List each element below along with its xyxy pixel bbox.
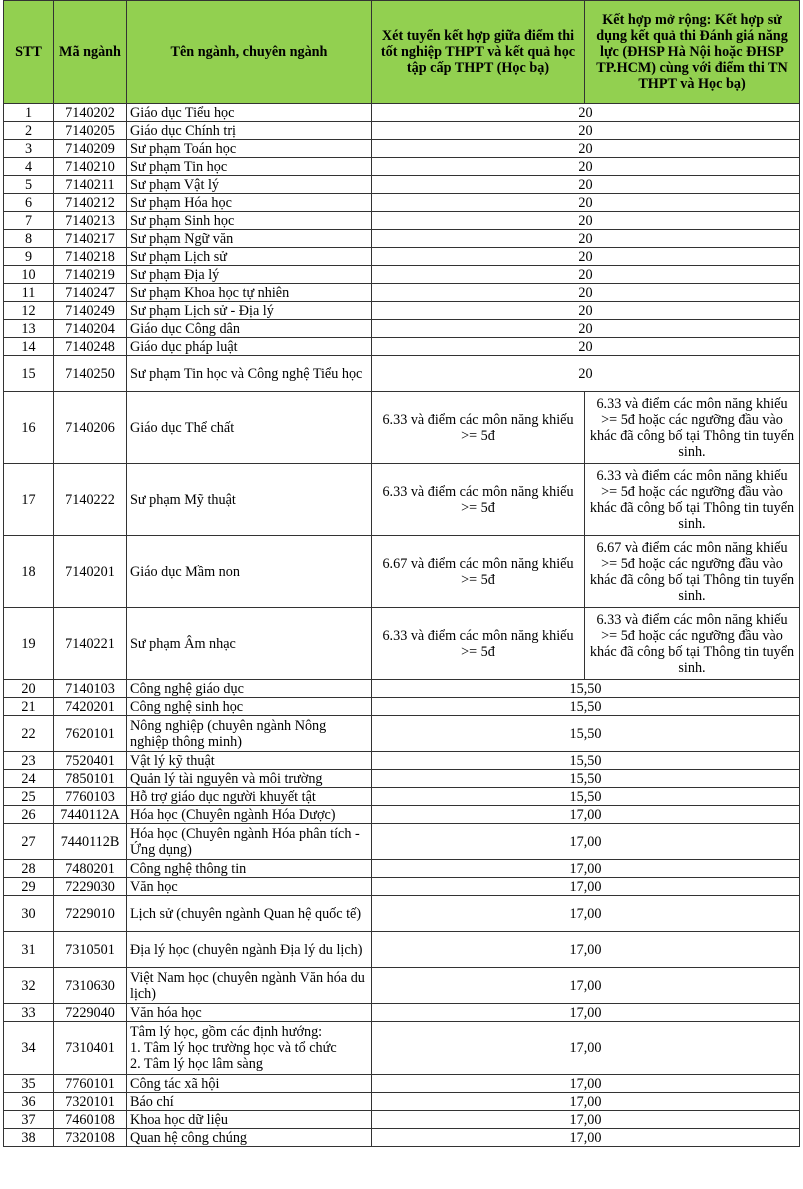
- row-code: 7140221: [54, 608, 127, 680]
- table-row: [4, 1075, 800, 1093]
- row-name: Công tác xã hội: [127, 1075, 372, 1093]
- row-stt: 34: [4, 1022, 54, 1075]
- table-row: [4, 860, 800, 878]
- row-name: Sư phạm Sinh học: [127, 212, 372, 230]
- row-name: Công nghệ sinh học: [127, 698, 372, 716]
- header-name: Tên ngành, chuyên ngành: [127, 1, 372, 104]
- row-code: 7140212: [54, 194, 127, 212]
- admission-score-table-container: [3, 0, 800, 1147]
- row-code: 7229010: [54, 896, 127, 932]
- admission-score-table: [3, 0, 800, 1147]
- row-stt: 29: [4, 878, 54, 896]
- row-code: 7760101: [54, 1075, 127, 1093]
- row-code: 7320101: [54, 1093, 127, 1111]
- row-name: Báo chí: [127, 1093, 372, 1111]
- row-name: Việt Nam học (chuyên ngành Văn hóa du lịch): [127, 968, 372, 1004]
- row-code: 7140247: [54, 284, 127, 302]
- row-score: 20: [372, 194, 800, 212]
- table-row: [4, 176, 800, 194]
- row-name: Sư phạm Tin học và Công nghệ Tiểu học: [127, 356, 372, 392]
- row-extended-score: 6.67 và điểm các môn năng khiếu >= 5đ hoặc các ngưỡng đầu vào khác đã công bố tại Thông tin tuyển sinh.: [585, 536, 800, 608]
- row-code: 7440112A: [54, 806, 127, 824]
- table-body: [4, 104, 800, 1147]
- row-stt: 32: [4, 968, 54, 1004]
- row-name: Hóa học (Chuyên ngành Hóa phân tích - Ứng dụng): [127, 824, 372, 860]
- table-row: [4, 104, 800, 122]
- row-name: Giáo dục Tiểu học: [127, 104, 372, 122]
- row-score: 20: [372, 266, 800, 284]
- row-stt: 8: [4, 230, 54, 248]
- row-name: Sư phạm Hóa học: [127, 194, 372, 212]
- row-code: 7140202: [54, 104, 127, 122]
- header-row: [4, 1, 800, 104]
- row-code: 7140218: [54, 248, 127, 266]
- row-name: Công nghệ giáo dục: [127, 680, 372, 698]
- row-score: 17,00: [372, 1004, 800, 1022]
- row-score: 15,50: [372, 770, 800, 788]
- table-row: [4, 194, 800, 212]
- row-score: 15,50: [372, 716, 800, 752]
- row-name: Sư phạm Tin học: [127, 158, 372, 176]
- table-row: [4, 248, 800, 266]
- row-stt: 26: [4, 806, 54, 824]
- row-stt: 16: [4, 392, 54, 464]
- table-row: [4, 878, 800, 896]
- row-combo-score: 6.33 và điểm các môn năng khiếu >= 5đ: [372, 464, 585, 536]
- row-name: Giáo dục Công dân: [127, 320, 372, 338]
- header-combo: Xét tuyển kết hợp giữa điểm thi tốt nghiệp THPT và kết quả học tập cấp THPT (Học bạ): [372, 1, 585, 104]
- row-stt: 11: [4, 284, 54, 302]
- row-code: 7140201: [54, 536, 127, 608]
- table-row: [4, 968, 800, 1004]
- row-score: 20: [372, 302, 800, 320]
- row-name: Quản lý tài nguyên và môi trường: [127, 770, 372, 788]
- row-score: 20: [372, 284, 800, 302]
- row-name: Hỗ trợ giáo dục người khuyết tật: [127, 788, 372, 806]
- row-score: 17,00: [372, 1022, 800, 1075]
- row-code: 7310630: [54, 968, 127, 1004]
- table-row: [4, 680, 800, 698]
- row-name: Giáo dục Mầm non: [127, 536, 372, 608]
- row-code: 7140211: [54, 176, 127, 194]
- row-code: 7140103: [54, 680, 127, 698]
- table-row: [4, 1004, 800, 1022]
- row-code: 7310501: [54, 932, 127, 968]
- row-code: 7140209: [54, 140, 127, 158]
- row-code: 7320108: [54, 1129, 127, 1147]
- row-score: 17,00: [372, 896, 800, 932]
- row-code: 7520401: [54, 752, 127, 770]
- row-name: Khoa học dữ liệu: [127, 1111, 372, 1129]
- row-score: 15,50: [372, 788, 800, 806]
- row-score: 17,00: [372, 824, 800, 860]
- table-row: [4, 392, 800, 464]
- row-code: 7460108: [54, 1111, 127, 1129]
- row-stt: 5: [4, 176, 54, 194]
- row-name: Vật lý kỹ thuật: [127, 752, 372, 770]
- row-name: Sư phạm Toán học: [127, 140, 372, 158]
- table-row: [4, 806, 800, 824]
- row-stt: 35: [4, 1075, 54, 1093]
- table-row: [4, 770, 800, 788]
- row-stt: 9: [4, 248, 54, 266]
- table-row: [4, 230, 800, 248]
- row-score: 20: [372, 356, 800, 392]
- row-score: 17,00: [372, 1111, 800, 1129]
- row-score: 20: [372, 140, 800, 158]
- table-row: [4, 788, 800, 806]
- header-extended: Kết hợp mở rộng: Kết hợp sử dụng kết quả thi Đánh giá năng lực (ĐHSP Hà Nội hoặc ĐHSP TP.HCM) cùng với điểm thi TN THPT và Học bạ): [585, 1, 800, 104]
- row-code: 7850101: [54, 770, 127, 788]
- row-code: 7140250: [54, 356, 127, 392]
- row-combo-score: 6.33 và điểm các môn năng khiếu >= 5đ: [372, 392, 585, 464]
- row-score: 15,50: [372, 680, 800, 698]
- row-name: Lịch sử (chuyên ngành Quan hệ quốc tế): [127, 896, 372, 932]
- row-score: 20: [372, 158, 800, 176]
- row-stt: 23: [4, 752, 54, 770]
- row-stt: 4: [4, 158, 54, 176]
- row-name: Hóa học (Chuyên ngành Hóa Dược): [127, 806, 372, 824]
- row-code: 7440112B: [54, 824, 127, 860]
- row-code: 7140217: [54, 230, 127, 248]
- row-code: 7140205: [54, 122, 127, 140]
- row-stt: 1: [4, 104, 54, 122]
- row-name: Quan hệ công chúng: [127, 1129, 372, 1147]
- row-stt: 6: [4, 194, 54, 212]
- row-score: 17,00: [372, 1075, 800, 1093]
- row-score: 15,50: [372, 752, 800, 770]
- row-score: 17,00: [372, 968, 800, 1004]
- table-row: [4, 698, 800, 716]
- row-name: Sư phạm Vật lý: [127, 176, 372, 194]
- row-score: 17,00: [372, 1093, 800, 1111]
- row-stt: 24: [4, 770, 54, 788]
- table-row: [4, 320, 800, 338]
- row-name: Sư phạm Lịch sử - Địa lý: [127, 302, 372, 320]
- row-name: Văn học: [127, 878, 372, 896]
- row-stt: 15: [4, 356, 54, 392]
- row-stt: 28: [4, 860, 54, 878]
- row-code: 7229030: [54, 878, 127, 896]
- row-stt: 3: [4, 140, 54, 158]
- table-row: [4, 608, 800, 680]
- row-name: Giáo dục Chính trị: [127, 122, 372, 140]
- row-extended-score: 6.33 và điểm các môn năng khiếu >= 5đ hoặc các ngưỡng đầu vào khác đã công bố tại Thông tin tuyển sinh.: [585, 464, 800, 536]
- row-code: 7310401: [54, 1022, 127, 1075]
- row-code: 7140206: [54, 392, 127, 464]
- table-row: [4, 158, 800, 176]
- row-name: Sư phạm Khoa học tự nhiên: [127, 284, 372, 302]
- row-stt: 12: [4, 302, 54, 320]
- row-stt: 38: [4, 1129, 54, 1147]
- row-stt: 14: [4, 338, 54, 356]
- row-code: 7480201: [54, 860, 127, 878]
- table-row: [4, 140, 800, 158]
- row-score: 15,50: [372, 698, 800, 716]
- row-code: 7140248: [54, 338, 127, 356]
- row-name: Nông nghiệp (chuyên ngành Nông nghiệp thông minh): [127, 716, 372, 752]
- row-combo-score: 6.67 và điểm các môn năng khiếu >= 5đ: [372, 536, 585, 608]
- row-stt: 36: [4, 1093, 54, 1111]
- table-row: [4, 932, 800, 968]
- row-code: 7140219: [54, 266, 127, 284]
- row-code: 7140210: [54, 158, 127, 176]
- table-row: [4, 536, 800, 608]
- table-row: [4, 122, 800, 140]
- row-stt: 27: [4, 824, 54, 860]
- row-score: 20: [372, 338, 800, 356]
- row-score: 20: [372, 212, 800, 230]
- table-row: [4, 464, 800, 536]
- table-row: [4, 716, 800, 752]
- row-name: Sư phạm Mỹ thuật: [127, 464, 372, 536]
- row-stt: 20: [4, 680, 54, 698]
- row-code: 7229040: [54, 1004, 127, 1022]
- row-extended-score: 6.33 và điểm các môn năng khiếu >= 5đ hoặc các ngưỡng đầu vào khác đã công bố tại Thông tin tuyển sinh.: [585, 608, 800, 680]
- table-row: [4, 284, 800, 302]
- table-row: [4, 752, 800, 770]
- header-code: Mã ngành: [54, 1, 127, 104]
- table-row: [4, 1111, 800, 1129]
- row-name: Địa lý học (chuyên ngành Địa lý du lịch): [127, 932, 372, 968]
- row-name: Sư phạm Địa lý: [127, 266, 372, 284]
- row-name: Tâm lý học, gồm các định hướng: 1. Tâm lý học trường học và tổ chức 2. Tâm lý học lâm sàng: [127, 1022, 372, 1075]
- row-combo-score: 6.33 và điểm các môn năng khiếu >= 5đ: [372, 608, 585, 680]
- row-code: 7140204: [54, 320, 127, 338]
- row-score: 20: [372, 320, 800, 338]
- row-score: 17,00: [372, 932, 800, 968]
- row-name: Sư phạm Lịch sử: [127, 248, 372, 266]
- row-stt: 13: [4, 320, 54, 338]
- row-score: 17,00: [372, 860, 800, 878]
- table-row: [4, 212, 800, 230]
- row-code: 7140222: [54, 464, 127, 536]
- row-name: Sư phạm Ngữ văn: [127, 230, 372, 248]
- row-stt: 7: [4, 212, 54, 230]
- row-stt: 37: [4, 1111, 54, 1129]
- row-name: Giáo dục pháp luật: [127, 338, 372, 356]
- table-row: [4, 266, 800, 284]
- row-name: Giáo dục Thể chất: [127, 392, 372, 464]
- row-code: 7760103: [54, 788, 127, 806]
- row-score: 17,00: [372, 878, 800, 896]
- table-row: [4, 356, 800, 392]
- row-stt: 17: [4, 464, 54, 536]
- table-row: [4, 1093, 800, 1111]
- row-stt: 21: [4, 698, 54, 716]
- table-row: [4, 302, 800, 320]
- row-code: 7140249: [54, 302, 127, 320]
- table-header: [4, 1, 800, 104]
- table-row: [4, 1022, 800, 1075]
- table-row: [4, 1129, 800, 1147]
- row-score: 20: [372, 104, 800, 122]
- row-name: Văn hóa học: [127, 1004, 372, 1022]
- table-row: [4, 338, 800, 356]
- row-code: 7140213: [54, 212, 127, 230]
- row-score: 20: [372, 248, 800, 266]
- table-row: [4, 824, 800, 860]
- row-stt: 31: [4, 932, 54, 968]
- row-name: Công nghệ thông tin: [127, 860, 372, 878]
- row-score: 20: [372, 176, 800, 194]
- row-score: 17,00: [372, 806, 800, 824]
- row-score: 17,00: [372, 1129, 800, 1147]
- header-stt: STT: [4, 1, 54, 104]
- row-stt: 33: [4, 1004, 54, 1022]
- row-stt: 2: [4, 122, 54, 140]
- row-extended-score: 6.33 và điểm các môn năng khiếu >= 5đ hoặc các ngưỡng đầu vào khác đã công bố tại Thông tin tuyển sinh.: [585, 392, 800, 464]
- row-score: 20: [372, 230, 800, 248]
- row-stt: 25: [4, 788, 54, 806]
- row-code: 7420201: [54, 698, 127, 716]
- row-name: Sư phạm Âm nhạc: [127, 608, 372, 680]
- table-row: [4, 896, 800, 932]
- row-stt: 19: [4, 608, 54, 680]
- row-score: 20: [372, 122, 800, 140]
- row-code: 7620101: [54, 716, 127, 752]
- row-stt: 22: [4, 716, 54, 752]
- row-stt: 30: [4, 896, 54, 932]
- row-stt: 18: [4, 536, 54, 608]
- row-stt: 10: [4, 266, 54, 284]
